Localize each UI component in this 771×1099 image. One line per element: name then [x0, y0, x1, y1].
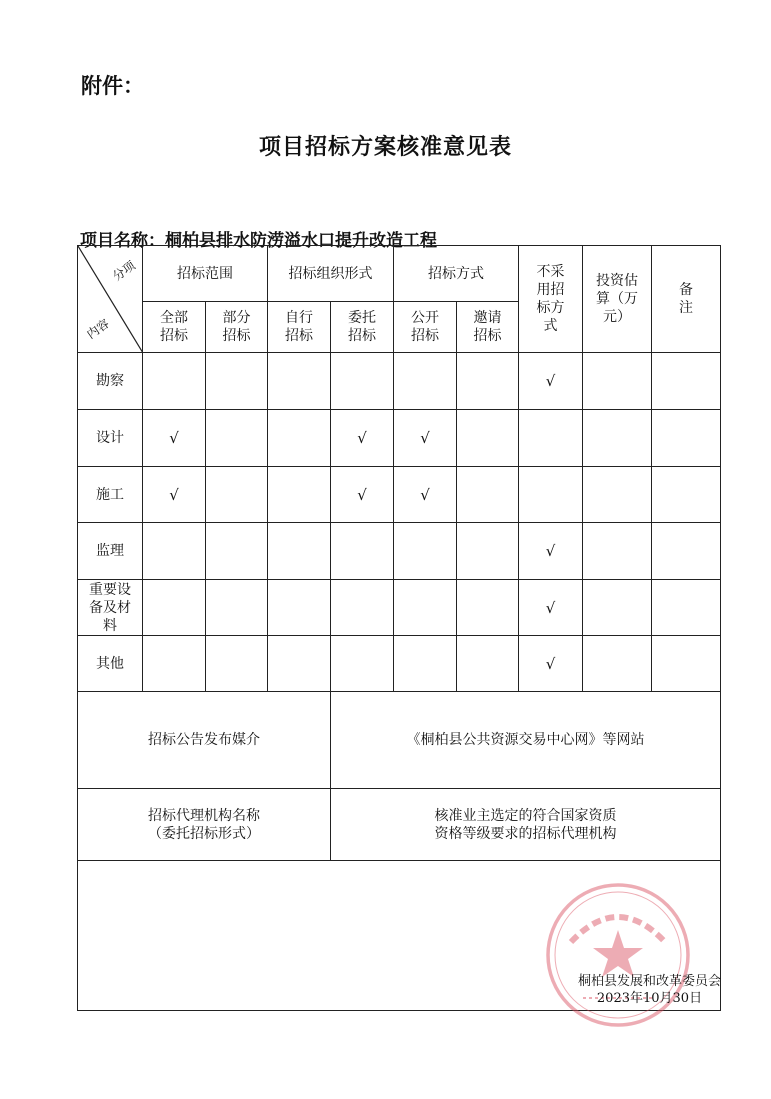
- cell: [268, 467, 331, 523]
- cell: [394, 580, 457, 636]
- media-row: [78, 692, 721, 789]
- cell: [583, 523, 652, 580]
- table-row: [78, 353, 721, 410]
- cell: [206, 467, 268, 523]
- agency-label-line1: 招标代理机构名称: [148, 807, 260, 824]
- header-scope: 招标范围: [143, 246, 268, 302]
- header-method: 招标方式: [394, 246, 519, 302]
- header-invest: 投资估算（万元）: [583, 246, 652, 353]
- agency-value: [331, 789, 721, 861]
- header-open: 公开招标: [394, 302, 457, 353]
- agency-value-line1: 核准业主选定的符合国家资质: [434, 807, 617, 824]
- cell: [268, 410, 331, 467]
- cell: √: [331, 467, 394, 523]
- cell: √: [519, 353, 583, 410]
- issue-date: 2023年10月30日: [596, 991, 703, 1006]
- table-row: [78, 467, 721, 523]
- cell: [583, 410, 652, 467]
- row-label: 勘察: [78, 353, 143, 410]
- corner-cell: [78, 246, 143, 353]
- row-label: 设计: [78, 410, 143, 467]
- cell: [331, 580, 394, 636]
- cell: [143, 353, 206, 410]
- cell: √: [331, 410, 394, 467]
- cell: [394, 523, 457, 580]
- row-label: 监理: [78, 523, 143, 580]
- cell: [519, 410, 583, 467]
- header-no-bid: 不采用招标方式: [519, 246, 583, 353]
- cell: [331, 636, 394, 692]
- corner-top-label: 分项: [110, 258, 138, 284]
- cell: [268, 636, 331, 692]
- cell: [457, 467, 519, 523]
- cell: [652, 410, 721, 467]
- cell: [143, 636, 206, 692]
- cell: [652, 353, 721, 410]
- cell: [652, 523, 721, 580]
- cell: [583, 636, 652, 692]
- cell: [268, 580, 331, 636]
- table-row: [78, 523, 721, 580]
- cell: [583, 580, 652, 636]
- row-label: 其他: [78, 636, 143, 692]
- cell: [457, 636, 519, 692]
- diagonal-line: [78, 246, 143, 353]
- cell: [268, 523, 331, 580]
- agency-label-line2: （委托招标形式）: [148, 825, 260, 842]
- attachment-label: 附件：: [81, 74, 144, 98]
- project-name: 项目名称：桐柏县排水防涝溢水口提升改造工程: [80, 231, 437, 251]
- agency-label: [78, 789, 331, 861]
- agency-row: [78, 789, 721, 861]
- cell: [143, 580, 206, 636]
- cell: √: [519, 636, 583, 692]
- cell: [652, 467, 721, 523]
- media-value: 《桐柏县公共资源交易中心网》等网站: [331, 692, 721, 789]
- header-self: 自行招标: [268, 302, 331, 353]
- cell: [652, 636, 721, 692]
- cell: [583, 467, 652, 523]
- cell: [457, 353, 519, 410]
- row-label: 重要设备及材料: [78, 580, 143, 636]
- cell: [457, 580, 519, 636]
- cell: √: [143, 467, 206, 523]
- header-full: 全部招标: [143, 302, 206, 353]
- page-title: 项目招标方案核准意见表: [258, 135, 512, 160]
- cell: √: [519, 580, 583, 636]
- cell: √: [143, 410, 206, 467]
- cell: [206, 580, 268, 636]
- cell: [206, 410, 268, 467]
- cell: [519, 467, 583, 523]
- official-seal-icon: [543, 880, 693, 1030]
- media-label: 招标公告发布媒介: [78, 692, 331, 789]
- cell: [457, 410, 519, 467]
- header-invite: 邀请招标: [457, 302, 519, 353]
- header-part: 部分招标: [206, 302, 268, 353]
- table-row: [78, 636, 721, 692]
- cell: [331, 353, 394, 410]
- cell: [268, 353, 331, 410]
- cell: √: [394, 467, 457, 523]
- header-org-form: 招标组织形式: [268, 246, 394, 302]
- cell: [457, 523, 519, 580]
- cell: √: [394, 410, 457, 467]
- table-row: [78, 410, 721, 467]
- cell: [143, 523, 206, 580]
- agency-value-line2: 资格等级要求的招标代理机构: [434, 825, 617, 842]
- corner-bottom-label: 内容: [84, 316, 112, 342]
- cell: [206, 636, 268, 692]
- header-remark: 备注: [652, 246, 721, 353]
- issuing-organization: 桐柏县发展和改革委员会: [577, 974, 721, 989]
- cell: [331, 523, 394, 580]
- row-label: 施工: [78, 467, 143, 523]
- cell: [394, 353, 457, 410]
- header-entrust: 委托招标: [331, 302, 394, 353]
- table-row: [78, 580, 721, 636]
- cell: [206, 353, 268, 410]
- cell: √: [519, 523, 583, 580]
- cell: [652, 580, 721, 636]
- signature-block: [578, 973, 721, 1007]
- cell: [583, 353, 652, 410]
- cell: [206, 523, 268, 580]
- cell: [394, 636, 457, 692]
